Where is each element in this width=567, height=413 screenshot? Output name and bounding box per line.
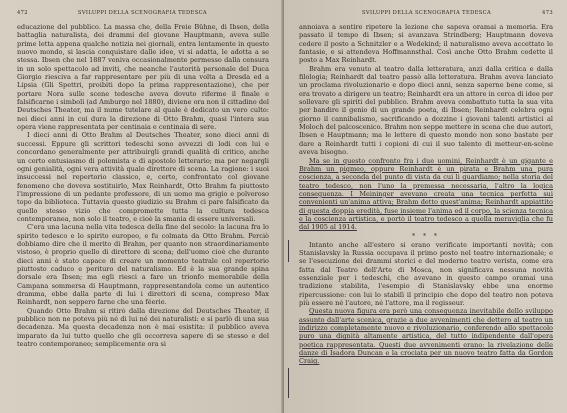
underlined-paragraph: Questa nuova figura era però una conseguenza inevitabile dello sviluppo assunto dall'arte scenica, grazie a due avvenimenti che dettero al teatro un indirizzo completamente nuovo e rivoluzionario, conferendo allo spettacolo puro una dignità altamente artistica, del tutto indipendente dall'opera poetica rappresentata. Questi due avvenimenti erano: la rivelazione delle danze di Isadora Duncan e la crociata per un nuovo teatro fatta da Gordon Craig. [299,307,553,366]
paragraph: annoiava a sentire ripetere la lezione che sapeva oramai a memoria. Era passato il tempo di Ibsen; si avanzava Strindberg; Hauptmann doveva cedere il posto a Schnitzler e a Wedekind; il naturalismo aveva accettato le fantasie, e si attendeva Hoffmannsthal. Così anche Otto Brahm cedette il posto a Max Reinhardt. [299,23,553,65]
margin-ink-mark [288,368,289,398]
running-head [299,0,553,23]
left-body-text [17,23,269,348]
paragraph: Quando Otto Brahm si ritirò dalla direzione del Deutsches Theater, il pubblico non ne poteva più né di lui né dei naturalisti: e si parlò di una sua decadenza. Ma questa decadenza non è mai esistita: il pubblico aveva imparato da lui tutto quello che gli occorreva sapere di se stesso e del teatro contemporaneo; semplicemente ora si [17,306,269,349]
right-body-text [299,23,553,366]
page-number: 473 [542,10,553,16]
margin-ink-mark [288,240,289,262]
paragraph: Brahm era venuto al teatro dalla letteratura, anzi dalla critica e dalla filologia; Reinhardt dal teatro passò alla letteratura. Brahm aveva lanciato un proclama rivoluzionario e dopo dieci anni, senza saperne bene come, si era trovato a dirigere un teatro; Reinhardt era un attore in cerca di idee per sollevare gli spiriti del pubblico. Brahm aveva combattuto tutta la sua vita per bandire il genio di un grande poeta, di Ibsen; Reinhardt celebra ogni giorno il cannibalismo, sacrificando a dozzine i giovani talenti artistici al Moloch del palcoscenico. Brahm non seppe mettere in scena che due autori, Ibsen e Hauptmann; ma le lettere di questo mondo non sono bastate per dare a Reinhardt tutti i copioni di cui il suo talento di metteur-en-scène aveva bisogno. [299,64,553,157]
page-number: 472 [17,10,28,16]
paragraph: Intanto anche all'estero si erano verificate importanti novità; con Stanislavsky la Russia occupava il primo posto nel teatro internazionale; e se l'esecuzione dei drammi storici e del moderno teatro verista, come era fatta dal Teatro dell'Arte di Mosca, non significava nessuna novità essenziale per i tedeschi, che avevano in questo campo oramai una tradizione stabilita, l'esempio di Stanislavsky ebbe una enorme ripercussione: con lui lo stabilì il principio che dopo del teatro non poteva più essere né l'autore, né l'attore, ma il regisseur. [299,240,553,307]
running-head [17,0,269,23]
section-break: * * * [412,232,440,240]
paragraph: educazione del pubblico. La massa che, della Freie Bühne, di Ibsen, della battaglia naturalista, dei drammi del giovane Hauptmann, aveva sulle prime letta appena qualche notizia nei giornali, entra lentamente in questo nuovo mondo, si lascia conquistare dalle idee, vi si adatta, le adotta a se stessa. Ibsen che nel 1887 veniva occasionalmente permesso dalla censura in un solo spettacolo ad inviti, che neanche l'autorità personale del Duca Giorgio riesciva a far rappresentare per più di una volta a Dresda ed a Lipsia (Gli Spettri, proibiti dopo la prima rappresentazione), che per portare Nora sulle scene tedesche aveva dovuto riferme il finale e falsificarne i simboli (ad Amburgo nel 1880), diviene ora non il cittadino del Deutsches Theater, ma il nume tutelare al quale è dedicato un vero culto: nei dieci anni in cui dura la direzione di Otto Brahm, quasi l'intera sua opera viene rappresentata per centinaia e centinaia di sere. [17,23,269,132]
running-title: SVILUPPI DELLA SCENOGRAFIA TEDESCA [361,10,492,16]
running-title: SVILUPPI DELLA SCENOGRAFIA TEDESCA [77,10,208,16]
paragraph: C'era una lacuna nella vita tedesca della fine del secolo: la lacuna fra lo spirito tedesco e lo spirito europeo, e fu colmata da Otto Brahm. Perciò dobbiamo dire che il merito di Brahm, per quanto non straordinariamente vistoso, è proprio quello di direttore di scena; dell'uomo cioè che durante dieci anni è stato capace di creare un momento teatrale col repertorio piuttosto caduco e perituro del naturalismo. Ed è la sua grande spina dorsale era Ibsen; ma egli riesci a fare un trionfo memorabile della Campana sommersa di Hauptmann, rappresentandola come un autentico dramma, ebbe dalla parte di lui i direttori di scena, compreso Max Reinhardt, non seppero farne che una féerie. [17,223,269,307]
paragraph: I dieci anni di Otto Brahm al Deutsches Theater, sono dieci anni di successi. Eppure gli scrittori tedeschi sono avvezzi di lodi con lui e concordano generalmente per attribuirgli grandi qualità di critico, anche un certo entusiasmo di polemista e di apostolo letterario; ma per negargli ogni genialità, ogni vera attività quale direttore di scena. La ragione: i suoi insuccessi nel repertorio classico, e, certo, confrontato col giovane fenomeno che doveva sostituirlo, Max Reinhardt, Otto Brahm fa piuttosto l'impressione di un pedante professore, di un uomo ma grigio e polveroso topo da biblioteca. Tuttavia questo giudizio su Brahm ci pare falsificato da quello stesso vizio che compromette tutta la cultura tedesca contemporanea, non solo il teatro, e cioè la smania di essere universali. [17,131,269,223]
right-page [284,0,567,413]
left-page [0,0,283,413]
underlined-paragraph: Ma se in questo confronto fra i due uomini, Reinhardt è un gigante e Brahm un pigmeo, oppure Reinhardt è un pirata e Brahm una pura coscienza, a seconda del punto di vista da cui li guardiamo; nella storia del teatro tedesco, non l'uno la premessa necessaria, l'altro la logica conseguenza. I Meininger avevano creata una tecnica perfetta sui convenienti un'anima attiva; Brahm detto quest'anima; Reinhardt appiattito di questa doppia eredità, fuse insieme l'anima ed il corpo, la scienza tecnica e la coscienza artistica, e portò il teatro tedesco a quella meraviglia che fu dal 1905 al 1914. [299,156,553,232]
